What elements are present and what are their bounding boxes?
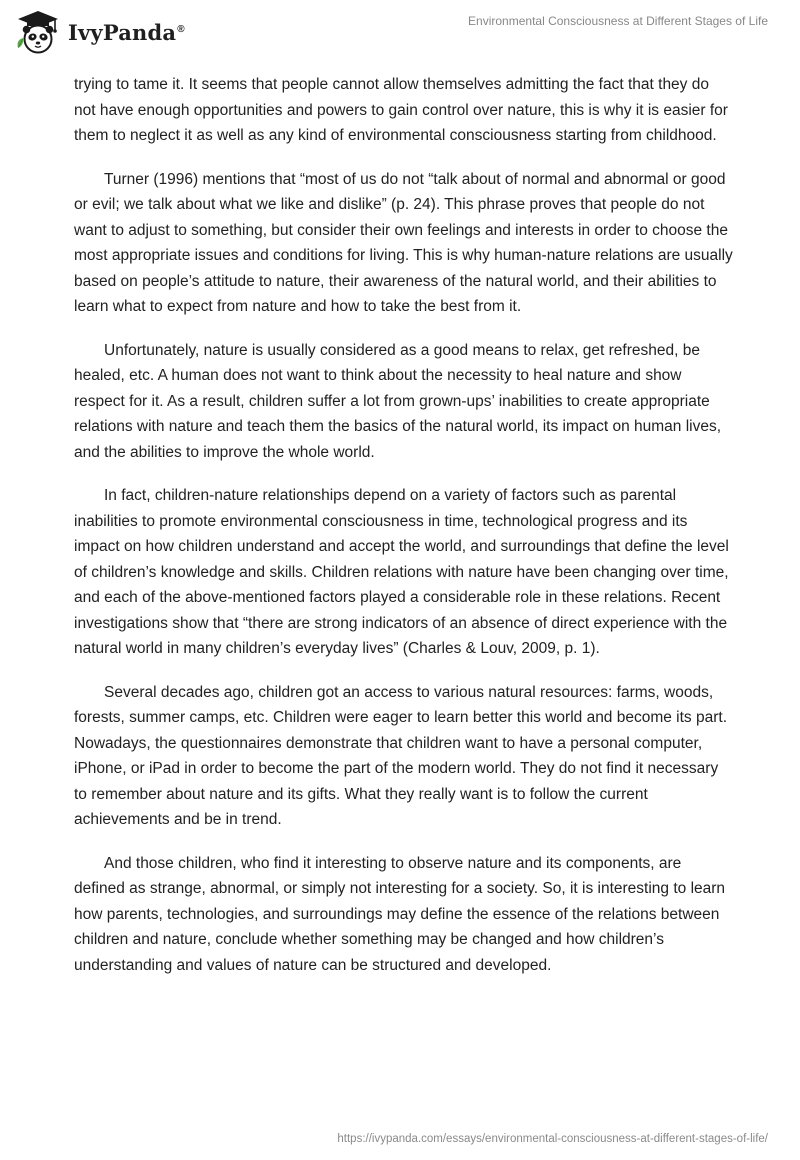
- paragraph-2: Turner (1996) mentions that “most of us do not “talk about of normal and abnormal or good or evil; we talk about what we like and dislike” (p. 24). This phrase proves that people do not want to adjust to something, but consider their own feelings and interests in order to choose the most appropriate issues and conditions for living. This is why human-nature relations are usually based on people’s attitude to nature, their awareness of the natural world, and their abilities to learn what to expect from nature and how to take the best from it.: [74, 170, 733, 315]
- paragraph-1: trying to tame it. It seems that people cannot allow themselves admitting the fact that they do not have enough opportunities and powers to gain control over nature, this is why it is easier for them to neglect it as well as any kind of environmental consciousness starting from childhood.: [74, 76, 728, 144]
- paragraph-4: In fact, children-nature relationships depend on a variety of factors such as parental inabilities to promote environmental consciousness in time, technological progress and its impact on how children understand and accept the world, and surroundings that define the level of children’s knowledge and skills. Children relations with nature have been changing over time, and each of the above-mentioned factors played a considerable role in these relations. Recent investigations show that “there are strong indicators of an absence of direct experience with the natural world in many children’s everyday lives” (Charles & Louv, 2009, p. 1).: [74, 487, 729, 657]
- source-url-link[interactable]: https://ivypanda.com/essays/environmental-consciousness-at-different-stages-of-life/: [337, 1133, 768, 1145]
- essay-body: [74, 72, 734, 996]
- brand-name: IvyPanda®: [68, 19, 185, 45]
- paragraph-5: Several decades ago, children got an access to various natural resources: farms, woods, forests, summer camps, etc. Children were eager to learn better this world and become its part. Nowadays, the questionnaires demonstrate that children want to have a personal computer, iPhone, or iPad in order to become the part of the modern world. They do not find it necessary to remember about nature and its gifts. What they really want is to follow the current achievements and be in trend.: [74, 683, 728, 828]
- paragraph-6: And those children, who find it interesting to observe nature and its components, are defined as strange, abnormal, or simply not interesting for a society. So, it is interesting to learn how parents, technologies, and surroundings may define the essence of the relations between children and nature, conclude whether something may be changed and how children’s understanding and values of nature can be structured and developed.: [74, 854, 726, 974]
- document-title: Environmental Consciousness at Different Stages of Life: [468, 14, 768, 28]
- registered-mark: ®: [177, 23, 185, 35]
- panda-graduate-icon: [14, 8, 62, 56]
- paragraph-3: Unfortunately, nature is usually considered as a good means to relax, get refreshed, be healed, etc. A human does not want to think about the necessity to heal nature and show respect for it. As a result, children suffer a lot from grown-ups’ inabilities to create appropriate relations with nature and teach them the basics of the natural world, its impact on human lives, and the abilities to improve the whole world.: [74, 341, 722, 461]
- ivypanda-logo[interactable]: [14, 8, 185, 56]
- page-header: [0, 0, 800, 60]
